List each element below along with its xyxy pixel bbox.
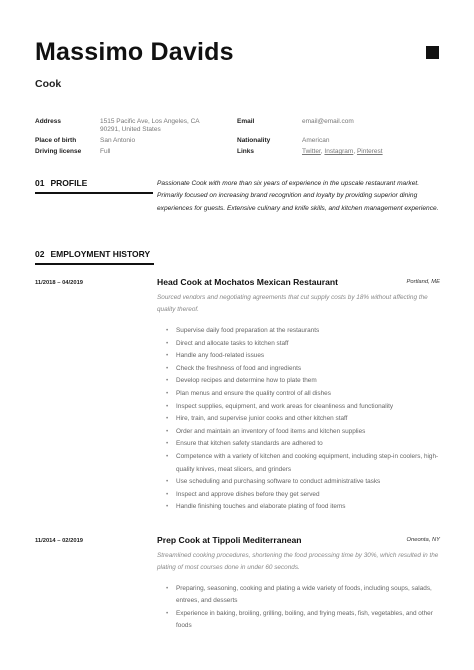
job-duties-list — [166, 583, 440, 633]
duty-item: • Experience in baking, broiling, grilling, boiling, and frying meats, fish, vegetables, and other foods — [166, 608, 440, 633]
duty-item: • Ensure that kitchen safety standards are adhered to — [166, 438, 440, 451]
email-label: Email — [237, 118, 255, 125]
license-value: Full — [100, 148, 111, 155]
job-summary: Streamlined cooking procedures, shortening the food processing time by 30%, which resulted in the plating of most courses done in under 60 seconds. — [157, 552, 439, 572]
job-dates: 11/2018 – 04/2019 — [35, 280, 84, 286]
link-twitter[interactable]: Twitter — [302, 148, 321, 155]
details-row-birth — [35, 137, 440, 145]
duty-item: • Inspect supplies, equipment, and work areas for cleanliness and functionality — [166, 401, 440, 414]
address-value — [100, 118, 237, 134]
job-summary: Sourced vendors and negotiating agreements that cut supply costs by 18% without affecting the quality thereof. — [157, 294, 428, 314]
links-label: Links — [237, 148, 254, 155]
birth-label: Place of birth — [35, 137, 77, 144]
duty-item: • Check the freshness of food and ingredients — [166, 363, 440, 376]
profile-heading — [35, 178, 153, 194]
duty-item: • Hire, train, and supervise junior cooks and other kitchen staff — [166, 413, 440, 426]
duty-item: • Direct and allocate tasks to kitchen staff — [166, 338, 440, 351]
links-list — [302, 148, 383, 156]
employment-heading — [35, 249, 154, 265]
nationality-value: American — [302, 137, 330, 144]
duty-item: • Inspect and approve dishes before they get served — [166, 489, 440, 502]
decorative-square-icon — [426, 46, 439, 59]
job-dates: 11/2014 – 02/2019 — [35, 538, 84, 544]
duty-item: • Order and maintain an inventory of food items and kitchen supplies — [166, 426, 440, 439]
details-row-address — [35, 118, 440, 134]
personal-details — [35, 118, 440, 159]
address-line-2: 90291, United States — [100, 126, 161, 133]
job-location: Oneonta, NY — [406, 537, 440, 543]
profile-text: Passionate Cook with more than six years of experience in the upscale restaurant market. Primarily focused on increasing brand recognition and loyalty by providing superior dining experiences for guests. Extensive culinary and knife skills, and kitchen management experience. — [157, 180, 439, 212]
duty-item: • Preparing, seasoning, cooking and plating a wide variety of foods, including soups, salads, entrees, and desserts — [166, 583, 440, 608]
details-row-license — [35, 148, 440, 156]
job-location: Portland, ME — [406, 279, 440, 285]
duty-item: • Use scheduling and purchasing software to conduct administrative tasks — [166, 476, 440, 489]
candidate-job-title: Cook — [35, 78, 62, 90]
employment-section-title: EMPLOYMENT HISTORY — [50, 249, 151, 259]
link-pinterest[interactable]: Pinterest — [356, 148, 383, 155]
email-value: email@email.com — [302, 118, 354, 125]
job-title: Head Cook at Mochatos Mexican Restaurant — [157, 277, 338, 287]
address-label: Address — [35, 118, 62, 125]
link-instagram[interactable]: Instagram — [324, 148, 354, 155]
job-duties-list — [166, 325, 440, 514]
birth-value: San Antonio — [100, 137, 136, 144]
job-title: Prep Cook at Tippoli Mediterranean — [157, 535, 302, 545]
profile-section-title: PROFILE — [50, 178, 88, 188]
links-separator: , — [353, 148, 357, 155]
duty-item: • Handle any food-related issues — [166, 350, 440, 363]
license-label: Driving license — [35, 148, 82, 155]
address-line-1: 1515 Pacific Ave, Los Angeles, CA — [100, 118, 200, 125]
duty-item: • Competence with a variety of kitchen and cooking equipment, including step-in coolers, high-quality knives, meat slicers, and grinders — [166, 451, 440, 476]
nationality-label: Nationality — [237, 137, 271, 144]
profile-section-number: 01 — [35, 178, 45, 188]
duty-item: • Develop recipes and determine how to plate them — [166, 375, 440, 388]
duty-item: • Supervise daily food preparation at the restaurants — [166, 325, 440, 338]
duty-item: • Handle finishing touches and elaborate plating of food items — [166, 501, 440, 514]
links-separator: , — [320, 148, 325, 155]
employment-section-number: 02 — [35, 249, 45, 259]
candidate-name: Massimo Davids — [35, 38, 234, 66]
duty-item: • Plan menus and ensure the quality control of all dishes — [166, 388, 440, 401]
